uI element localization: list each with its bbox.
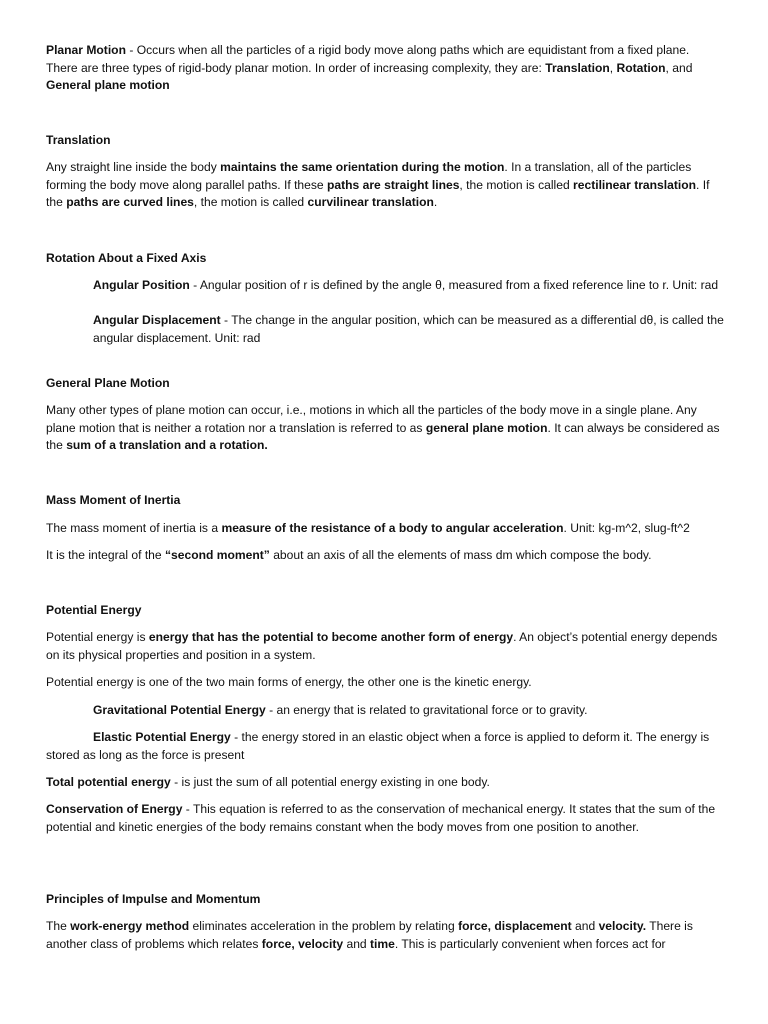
inertia-paragraph-2: It is the integral of the “second moment” about an axis of all the elements of mass dm which compose the body. (46, 548, 652, 562)
planar-motion-term: Planar Motion (46, 43, 126, 57)
inertia-heading: Mass Moment of Inertia (46, 493, 181, 507)
planar-motion-paragraph: Planar Motion - Occurs when all the particles of a rigid body move along paths which are equidistant from a fixed plane. There are three types of rigid-body planar motion. In order of increasing complexity, they are: Translation, Rotation, and General plane motion (46, 43, 693, 93)
elastic-paragraph: Elastic Potential Energy - the energy stored in an elastic object when a force is applied to deform it. The energy is stored as long as the force is present (46, 730, 710, 762)
potential-paragraph-2: Potential energy is one of the two main forms of energy, the other one is the kinetic energy. (46, 675, 532, 689)
angular-position-paragraph: Angular Position - Angular position of r is defined by the angle θ, measured from a fixed reference line to r. Unit: rad (93, 278, 719, 292)
gravitational-paragraph: Gravitational Potential Energy - an energy that is related to gravitational force or to gravity. (93, 703, 588, 717)
rotation-heading: Rotation About a Fixed Axis (46, 251, 207, 265)
translation-paragraph: Any straight line inside the body maintains the same orientation during the motion. In a translation, all of the particles forming the body move along parallel paths. If these paths are straight lines, the motion is called rectilinear translation. If the paths are curved lines, the motion is called curvilinear translation. (46, 160, 710, 210)
potential-heading: Potential Energy (46, 603, 142, 617)
impulse-paragraph: The work-energy method eliminates acceleration in the problem by relating force, displacement and velocity. There is another class of problems which relates force, velocity and time. This is particularly convenient when forces act for (46, 919, 693, 951)
general-plane-heading: General Plane Motion (46, 376, 170, 390)
potential-paragraph-1: Potential energy is energy that has the potential to become another form of energy. An object’s potential energy depends on its physical properties and position in a system. (46, 630, 718, 662)
conservation-paragraph: Conservation of Energy - This equation is referred to as the conservation of mechanical energy. It states that the sum of the potential and kinetic energies of the body remains constant when the body moves from one position to another. (46, 802, 716, 834)
general-plane-paragraph: Many other types of plane motion can occur, i.e., motions in which all the particles of the body move in a single plane. Any plane motion that is neither a rotation nor a translation is referred to as general plane motion. It can always be considered as the sum of a translation and a rotation. (46, 403, 720, 453)
impulse-heading: Principles of Impulse and Momentum (46, 892, 261, 906)
angular-displacement-paragraph: Angular Displacement - The change in the angular position, which can be measured as a differential dθ, is called the angular displacement. Unit: rad (93, 313, 724, 345)
inertia-paragraph-1: The mass moment of inertia is a measure of the resistance of a body to angular acceleration. Unit: kg-m^2, slug-ft^2 (46, 521, 690, 535)
translation-heading: Translation (46, 133, 111, 147)
total-potential-paragraph: Total potential energy - is just the sum of all potential energy existing in one body. (46, 775, 490, 789)
